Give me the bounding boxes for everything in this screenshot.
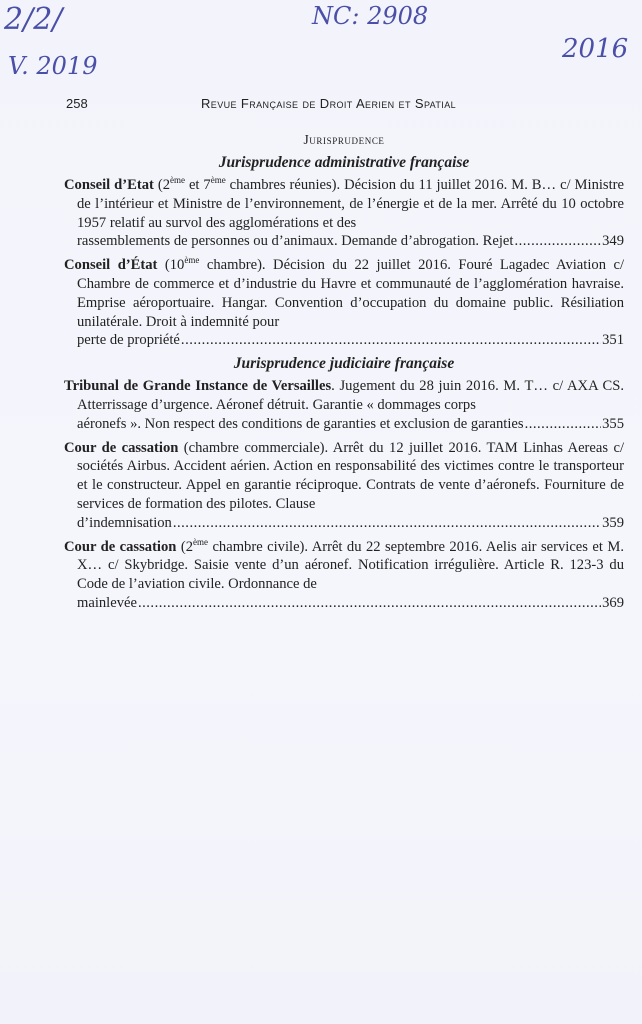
page-number: 258 <box>66 96 88 111</box>
entry-last-line: d’indemnisation <box>77 514 172 531</box>
toc-entry <box>64 439 624 533</box>
entry-last-line: aéronefs ». Non respect des conditions de garanties et exclusion de garanties <box>77 415 524 432</box>
toc-entry: Conseil d’Etat (2ème et 7ème chambres réunies). Décision du 11 juillet 2016. M. B… c/ Ministre de l’intérieur et Ministre de l’environnement, de l’énergie et de la mer. Arrêté du 10 octobre 1957 relatif au survol des agglomérations et des rassemblements de personnes ou d’animaux. Demande d’abrogation. Rejet ..... 349 <box>64 176 624 251</box>
toc-entry: Conseil d’État (10ème chambre). Décision du 22 juillet 2016. Fouré Lagadec Aviation c/ Chambre de commerce et d’industrie du Havre et communauté de l’agglomération havraise. Emprise aéroportuaire. Hangar. Convention d’occupation du domaine public. Résiliation unilatérale. Droit à indemnité pour perte de propriété ..... 351 <box>64 256 624 350</box>
entry-text: chambre civile). Arrêt du 22 septembre 2016. Aelis air services et M. X… c/ Skybridge. Saisie vente d’un aéronef. Notification irrégulière. Article R. 123-3 du Code de l’aviation civile. Ordonnance de <box>77 538 624 593</box>
entry-last-line: rassemblements de personnes ou d’animaux. Demande d’abrogation. Rejet <box>77 233 514 250</box>
section-title: Jurisprudence <box>303 132 385 147</box>
entry-text: chambre). Décision du 22 juillet 2016. Fouré Lagadec Aviation c/ Chambre de commerce et d’industrie du Havre et communauté de l’agglomération havraise. Emprise aéroportuaire. Hangar. Convention d’occupation du domaine public. Résiliation unilatérale. Droit à indemnité pour <box>77 257 624 330</box>
entry-last-line: mainlevée <box>77 594 137 611</box>
subsection-title-judiciaire: Jurisprudence judiciaire française <box>233 355 455 373</box>
table-of-contents <box>64 132 624 618</box>
court-name: Tribunal de Grande Instance de Versailles <box>64 378 332 395</box>
handwritten-volume-note: V. 2019 <box>8 52 98 80</box>
handwritten-year-note: 2016 <box>562 34 629 64</box>
court-name: Cour de cassation <box>64 538 177 555</box>
handwritten-note-top-left: 2/2/ <box>4 2 63 37</box>
entry-text: . Jugement du 28 juin 2016. M. T… c/ AXA CS. Atterrissage d’urgence. Aéronef détruit. Garantie « dommages corps <box>77 378 624 413</box>
journal-title: Revue Française de Droit Aerien et Spatial <box>201 96 457 111</box>
entry-text: (chambre commerciale). Arrêt du 12 juillet 2016. TAM Linhas Aereas c/ sociétés Airbus. Accident aérien. Action en responsabilité des victimes contre le transporteur et le constructeur. Appel en garantie réciproque. Contrats de vente d’aéronefs. Fourniture de services de formation des pilotes. Clause <box>77 439 624 512</box>
entry-page-number: 355 <box>602 415 624 432</box>
leader-dots <box>525 415 602 434</box>
entry-last-line: perte de propriété <box>77 332 180 349</box>
toc-entry: Cour de cassation (2ème chambre civile). Arrêt du 22 septembre 2016. Aelis air services et M. X… c/ Skybridge. Saisie vente d’un aéronef. Notification irrégulière. Article R. 123-3 du Code de l’aviation civile. Ordonnance de mainlevée ..... 369 <box>64 538 624 613</box>
leader-dots <box>514 232 601 251</box>
entry-page-number: 359 <box>602 514 624 531</box>
toc-entry <box>64 377 624 433</box>
leader-dots <box>173 514 601 533</box>
court-name: Cour de cassation <box>64 439 179 456</box>
leader-dots <box>181 331 601 350</box>
entry-page-number: 369 <box>602 594 624 611</box>
subsection-title-administrative: Jurisprudence administrative française <box>218 154 470 171</box>
leader-dots <box>138 594 601 613</box>
handwritten-nc-note: NC: 2908 <box>312 2 429 30</box>
entry-page-number: 351 <box>602 332 624 349</box>
court-name: Conseil d’État <box>64 257 158 274</box>
entry-page-number: 349 <box>602 233 624 250</box>
court-name: Conseil d’Etat <box>64 177 154 193</box>
entry-text: chambres réunies). Décision du 11 juillet 2016. M. B… c/ Ministre de l’intérieur et Ministre de l’environnement, de l’énergie et de la mer. Arrêté du 10 octobre 1957 relatif au survol des agglomérations et des <box>77 177 624 231</box>
